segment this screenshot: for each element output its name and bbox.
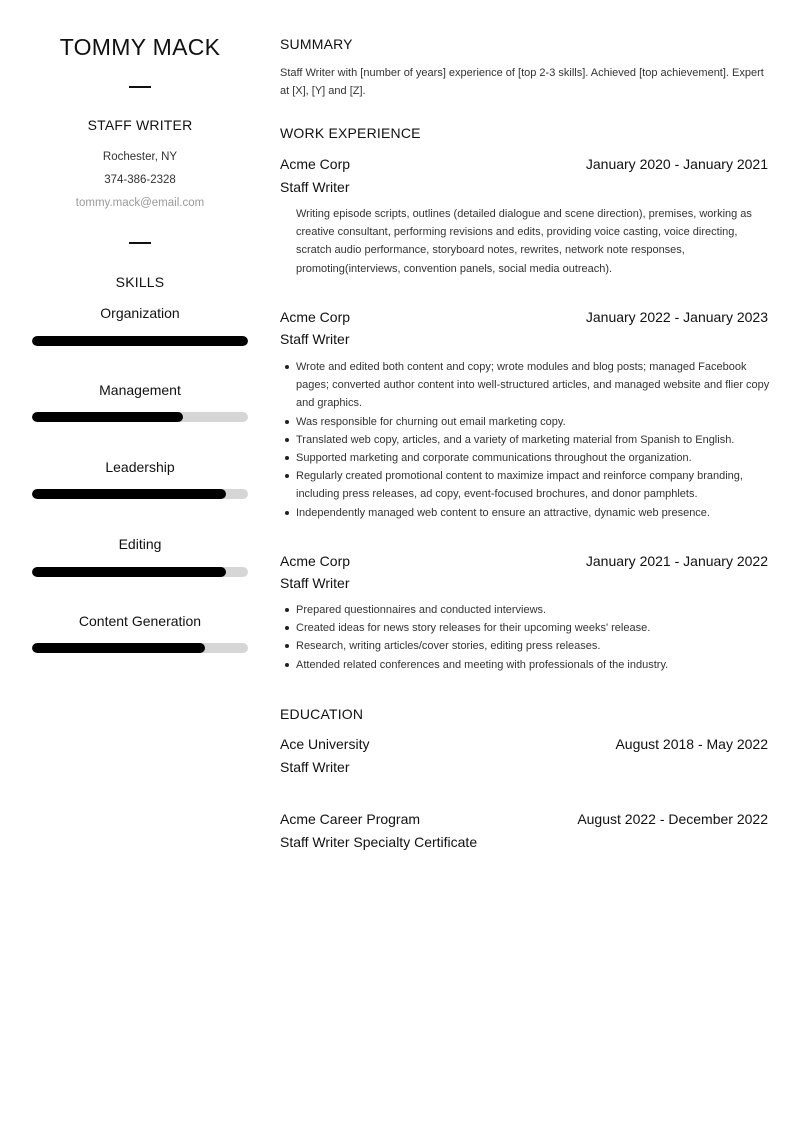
skill-label: Editing	[118, 536, 162, 552]
skill-bar-fill	[32, 412, 183, 422]
job-company: Acme Corp	[280, 309, 351, 325]
skill-bar	[32, 567, 248, 577]
location: Rochester, NY	[102, 151, 178, 163]
email-link[interactable]: tommy.mack@email.com	[75, 197, 205, 209]
skill-bar-fill	[32, 643, 205, 653]
summary-heading: SUMMARY	[280, 36, 353, 52]
degree: Staff Writer	[280, 759, 350, 775]
skill-label: Content Generation	[78, 613, 202, 629]
skills-heading: SKILLS	[115, 274, 165, 290]
list-item: Attended related conferences and meeting with professionals of the industry.	[296, 656, 770, 674]
list-item: Regularly created promotional content to maximize impact and reinforce company branding, including press releases, ad copy, event-focused brochures, and donor pamphlets.	[296, 467, 770, 503]
job-dates: January 2020 - January 2021	[585, 156, 768, 172]
education-dates: August 2022 - December 2022	[577, 811, 768, 827]
job-company: Acme Corp	[280, 553, 351, 569]
skill-bar	[32, 643, 248, 653]
job-position: Staff Writer	[280, 179, 350, 195]
candidate-name: TOMMY MACK	[59, 34, 221, 60]
skill-label: Management	[99, 382, 181, 398]
job-bullets	[296, 601, 770, 674]
list-item: Research, writing articles/cover stories, editing press releases.	[296, 637, 770, 655]
skill-bar-fill	[32, 489, 226, 499]
list-item: Was responsible for churning out email marketing copy.	[296, 413, 770, 431]
school-name: Acme Career Program	[280, 811, 421, 827]
education-dates: August 2018 - May 2022	[615, 736, 768, 752]
skill-bar	[32, 412, 248, 422]
job-company: Acme Corp	[280, 156, 351, 172]
summary-text: Staff Writer with [number of years] experience of [top 2-3 skills]. Achieved [top achievement]. Expert at [X], [Y] and [Z].	[280, 67, 764, 97]
phone: 374-386-2328	[104, 174, 176, 186]
list-item: Supported marketing and corporate communications throughout the organization.	[296, 449, 770, 467]
list-item: Independently managed web content to ensure an attractive, dynamic web presence.	[296, 504, 770, 522]
skill-label: Leadership	[105, 459, 175, 475]
skill-bar-fill	[32, 567, 226, 577]
list-item: Translated web copy, articles, and a variety of marketing material from Spanish to English.	[296, 431, 770, 449]
job-title: STAFF WRITER	[87, 117, 193, 133]
experience-heading: WORK EXPERIENCE	[280, 125, 421, 141]
job-bullets	[296, 358, 770, 522]
job-position: Staff Writer	[280, 331, 350, 347]
skill-bar	[32, 336, 248, 346]
skill-bar-fill	[32, 336, 248, 346]
skill-bar	[32, 489, 248, 499]
job-description: Writing episode scripts, outlines (detailed dialogue and scene direction), premises, working as creative consultant, performing revisions and edits, providing voice casting, voice directing, scratch audio performance, storyboard notes, rewrites, network note responses, promoting(interviews, convention panels, social media outreach).	[296, 208, 752, 275]
divider	[129, 242, 151, 244]
job-dates: January 2022 - January 2023	[585, 309, 768, 325]
job-dates: January 2021 - January 2022	[585, 553, 768, 569]
degree: Staff Writer Specialty Certificate	[280, 834, 478, 850]
education-heading: EDUCATION	[280, 706, 364, 722]
list-item: Wrote and edited both content and copy; wrote modules and blog posts; managed Facebook pages; converted author content into well-structured articles, and managed website and flier copy and graphics.	[296, 358, 770, 413]
divider	[129, 86, 151, 88]
job-position: Staff Writer	[280, 575, 350, 591]
list-item: Prepared questionnaires and conducted interviews.	[296, 601, 770, 619]
skill-label: Organization	[100, 305, 180, 321]
school-name: Ace University	[280, 736, 370, 752]
list-item: Created ideas for news story releases for their upcoming weeks' release.	[296, 619, 770, 637]
